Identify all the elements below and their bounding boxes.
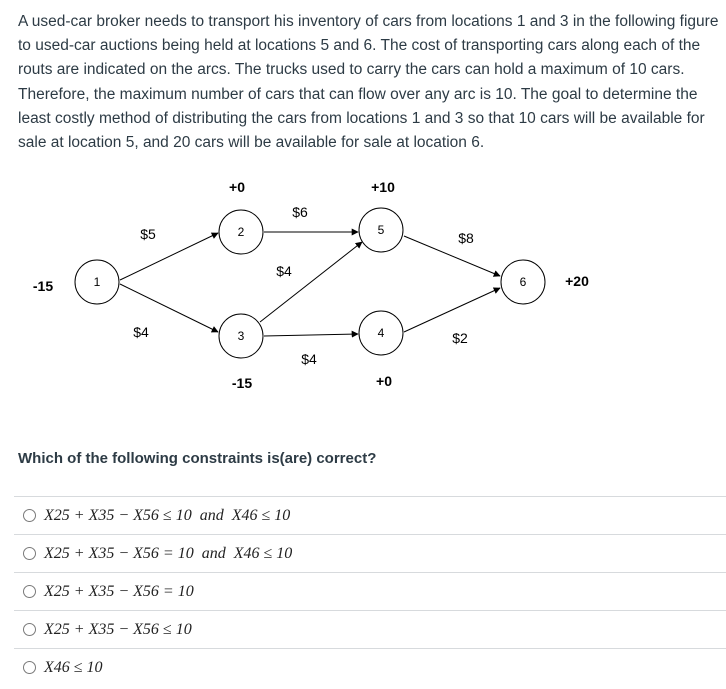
option-5-text: X46 ≤ 10	[44, 658, 103, 676]
option-4-text: X25 + X35 − X56 ≤ 10	[44, 620, 192, 638]
node-6-supply: +20	[565, 273, 589, 289]
arc-3-5	[260, 242, 362, 322]
option-2[interactable]	[14, 534, 726, 572]
arc-3-5-cost: $4	[276, 263, 292, 279]
node-3	[219, 314, 263, 358]
option-1-radio[interactable]	[23, 509, 36, 522]
option-2-radio[interactable]	[23, 547, 36, 560]
option-3-radio[interactable]	[23, 585, 36, 598]
option-4-radio[interactable]	[23, 623, 36, 636]
node-1-label: 1	[93, 275, 101, 289]
arc-4-6	[404, 288, 500, 332]
node-5-label: 5	[377, 223, 385, 237]
option-2-text: X25 + X35 − X56 = 10 and X46 ≤ 10	[44, 544, 293, 562]
network-diagram	[0, 160, 726, 400]
node-6-label: 6	[519, 275, 527, 289]
problem-statement: A used-car broker needs to transport his inventory of cars from locations 1 and 3 in the following figure to used-car auctions being held at locations 5 and 6. The cost of transporting cars along each of the routs are indicated on the arcs. The trucks used to carry the cars can hold a maximum of 10 cars. Therefore, the maximum number of cars that can flow over any arc is 10. The goal to determine the least costly method of distributing the cars from locations 1 and 3 so that 10 cars will be available for sale at location 5, and 20 cars will be available for sale at location 6.	[18, 13, 719, 152]
node-2-label: 2	[237, 225, 245, 239]
option-4[interactable]	[14, 610, 726, 648]
arc-2-5-cost: $6	[292, 204, 308, 220]
option-3-text: X25 + X35 − X56 = 10	[44, 582, 194, 600]
node-1	[75, 260, 119, 304]
node-5	[359, 208, 403, 252]
node-6	[501, 260, 545, 304]
arc-1-2-cost: $5	[140, 226, 156, 242]
option-1[interactable]	[14, 496, 726, 534]
arc-1-3-cost: $4	[133, 324, 149, 340]
option-5[interactable]	[14, 648, 726, 686]
arc-5-6-cost: $8	[458, 230, 474, 246]
node-4-supply: +0	[376, 373, 392, 389]
answer-options	[14, 496, 726, 686]
node-3-label: 3	[237, 329, 245, 343]
node-3-supply: -15	[231, 375, 253, 391]
node-4	[359, 311, 403, 355]
arc-5-6	[404, 236, 500, 276]
arc-1-2	[120, 233, 218, 280]
question-prompt: Which of the following constraints is(are) correct?	[18, 450, 377, 467]
arc-3-4-cost: $4	[301, 351, 317, 367]
node-5-supply: +10	[371, 179, 395, 195]
node-2-supply: +0	[229, 179, 245, 195]
arc-3-4	[264, 334, 358, 336]
option-1-text: X25 + X35 − X56 ≤ 10 and X46 ≤ 10	[44, 506, 291, 524]
node-4-label: 4	[377, 326, 385, 340]
arc-4-6-cost: $2	[452, 330, 468, 346]
node-2	[219, 210, 263, 254]
node-1-supply: -15	[32, 278, 54, 294]
option-5-radio[interactable]	[23, 661, 36, 674]
option-3[interactable]	[14, 572, 726, 610]
